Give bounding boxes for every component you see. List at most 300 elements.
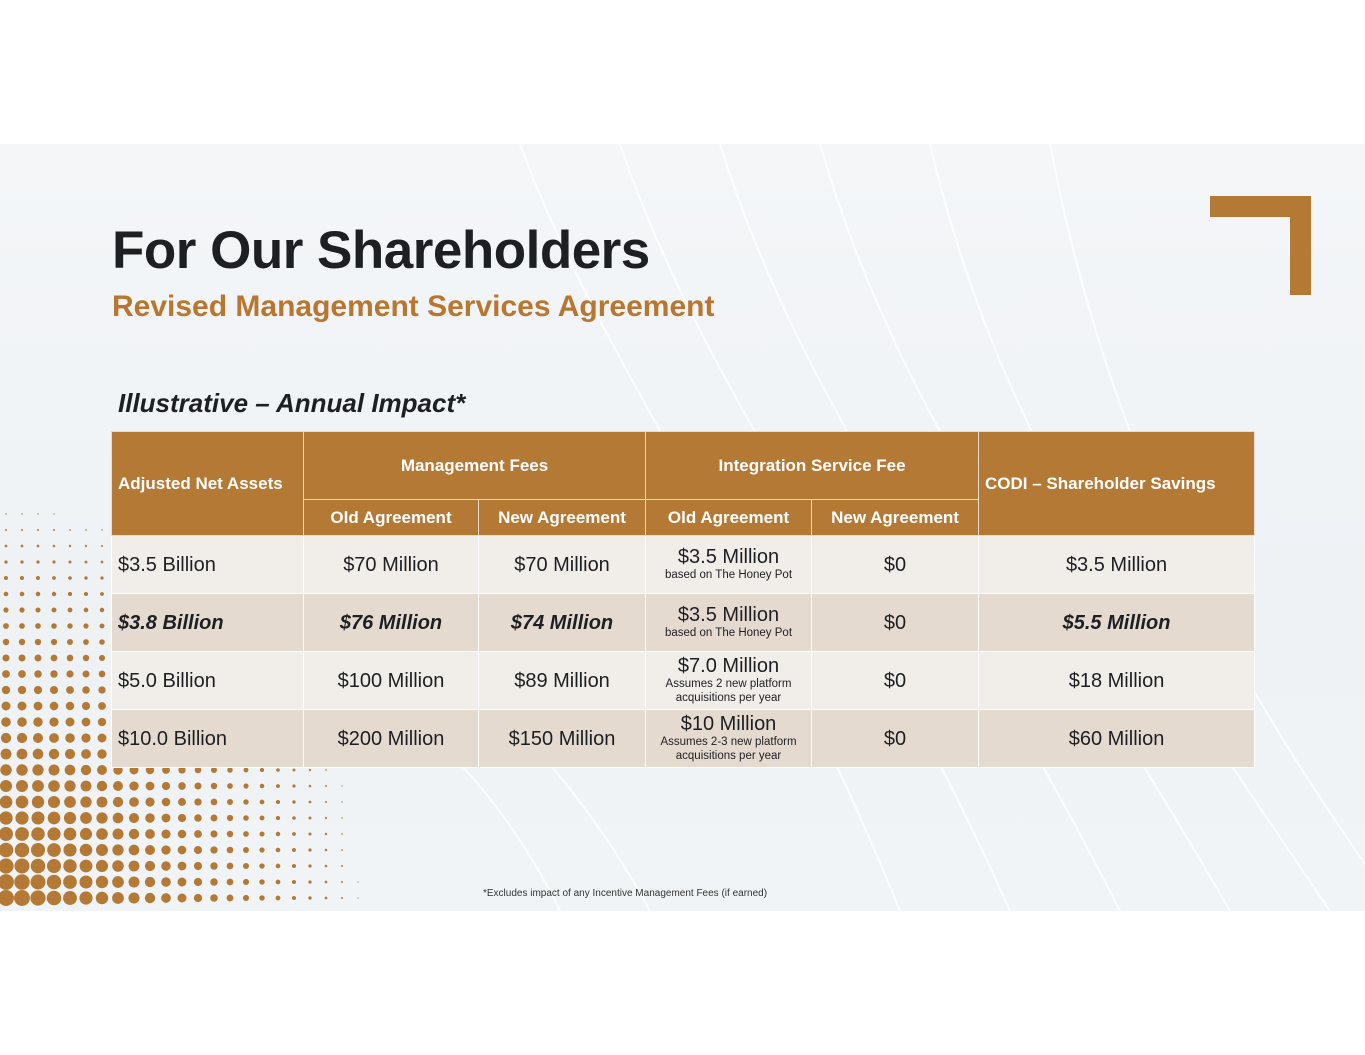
decorative-dot [210, 846, 217, 853]
decorative-dot [194, 846, 202, 854]
decorative-dot [0, 890, 14, 906]
cell-isf-old [646, 652, 812, 710]
decorative-dot [31, 859, 46, 874]
decorative-dot [79, 875, 92, 888]
decorative-dot [259, 879, 264, 884]
decorative-dot [325, 801, 327, 803]
decorative-dot [53, 513, 54, 514]
decorative-dot [227, 847, 234, 854]
decorative-dot [69, 529, 71, 531]
decorative-dot [308, 832, 311, 835]
decorative-dot [33, 733, 43, 743]
decorative-dot [341, 785, 342, 786]
decorative-dot [64, 812, 76, 824]
decorative-dot [96, 812, 107, 823]
decorative-dot [17, 749, 28, 760]
decorative-dot [2, 654, 9, 661]
decorative-dot [68, 560, 71, 563]
decorative-dot [113, 829, 124, 840]
cell-assets: $5.0 Billion [112, 652, 304, 710]
decorative-dot [48, 780, 60, 792]
decorative-dot [18, 702, 27, 711]
decorative-dot [243, 799, 248, 804]
decorative-dot [129, 845, 140, 856]
cell-mf-old: $70 Million [304, 536, 479, 594]
decorative-dot [66, 718, 75, 727]
decorative-dot [79, 891, 92, 904]
decorative-dot [15, 827, 29, 841]
cell-isf-old-value: $3.5 Million [677, 604, 780, 627]
decorative-dot [80, 828, 92, 840]
decorative-dot [325, 817, 327, 819]
decorative-dot [47, 859, 61, 873]
decorative-dot [129, 829, 139, 839]
decorative-dot [113, 781, 123, 791]
decorative-dot [30, 890, 45, 905]
decorative-dot [243, 863, 249, 869]
decorative-dot [260, 816, 265, 821]
decorative-dot [34, 670, 42, 678]
decorative-dot [97, 797, 108, 808]
decorative-dot [341, 833, 343, 835]
cell-mf-old: $200 Million [304, 710, 479, 768]
cell-isf-old [646, 536, 812, 594]
decorative-dot [53, 545, 56, 548]
decorative-dot [3, 623, 9, 629]
decorative-dot [4, 576, 8, 580]
decorative-dot [52, 592, 56, 596]
cell-savings: $5.5 Million [979, 594, 1255, 652]
decorative-dot [35, 607, 40, 612]
decorative-dot [15, 843, 29, 857]
decorative-dot [194, 862, 202, 870]
decorative-dot [81, 733, 90, 742]
cell-assets: $10.0 Billion [112, 710, 304, 768]
fee-comparison-table [111, 431, 1255, 768]
decorative-dot [47, 827, 60, 840]
decorative-dot [112, 860, 124, 872]
cell-mf-new: $70 Million [479, 536, 646, 594]
decorative-dot [97, 765, 107, 775]
header-adjusted-net-assets: Adjusted Net Assets [112, 432, 304, 536]
header-mf-old-agreement: Old Agreement [304, 500, 479, 536]
decorative-dot [20, 560, 23, 563]
decorative-dot [243, 879, 249, 885]
decorative-dot [292, 784, 295, 787]
decorative-dot [145, 813, 154, 822]
decorative-dot [276, 848, 281, 853]
decorative-dot [36, 560, 39, 563]
decorative-dot [112, 876, 124, 888]
decorative-dot [145, 797, 154, 806]
decorative-dot [19, 607, 24, 612]
decorative-dot [243, 831, 249, 837]
decorative-dot [4, 560, 7, 563]
decorative-dot [178, 862, 187, 871]
decorative-dot [32, 796, 44, 808]
decorative-dot [35, 655, 42, 662]
decorative-dot [145, 845, 155, 855]
decorative-dot [211, 783, 217, 789]
decorative-dot [47, 891, 62, 906]
cell-savings: $3.5 Million [979, 536, 1255, 594]
decorative-dot [227, 767, 233, 773]
decorative-dot [0, 874, 14, 890]
decorative-dot [112, 844, 123, 855]
cell-isf-new: $0 [812, 652, 979, 710]
decorative-dot [227, 831, 233, 837]
decorative-dot [14, 890, 30, 906]
decorative-dot [227, 799, 233, 805]
decorative-dot [161, 877, 171, 887]
decorative-dot [243, 783, 248, 788]
decorative-dot [341, 817, 343, 819]
decorative-dot [84, 592, 88, 596]
corner-bracket-logo [1210, 196, 1311, 295]
decorative-dot [65, 765, 76, 776]
decorative-dot [292, 864, 296, 868]
decorative-dot [21, 545, 24, 548]
decorative-dot [244, 768, 249, 773]
decorative-dot [341, 801, 342, 802]
decorative-dot [100, 576, 103, 579]
decorative-dot [96, 828, 108, 840]
table-row [112, 536, 1255, 594]
cell-assets: $3.8 Billion [112, 594, 304, 652]
decorative-dot [145, 877, 155, 887]
cell-savings: $18 Million [979, 652, 1255, 710]
decorative-dot [16, 796, 29, 809]
cell-savings: $60 Million [979, 710, 1255, 768]
decorative-dot [101, 529, 102, 530]
decorative-dot [162, 782, 170, 790]
decorative-dot [98, 702, 106, 710]
decorative-dot [341, 897, 343, 899]
decorative-dot [50, 670, 57, 677]
decorative-dot [0, 811, 13, 824]
decorative-dot [259, 895, 264, 900]
decorative-dot [34, 686, 42, 694]
decorative-dot [67, 655, 74, 662]
decorative-dot [227, 863, 234, 870]
decorative-dot [52, 576, 56, 580]
decorative-dot [194, 830, 202, 838]
decorative-dot [96, 844, 108, 856]
decorative-dot [19, 623, 25, 629]
decorative-dot [34, 702, 43, 711]
decorative-dot [276, 800, 280, 804]
decorative-dot [82, 686, 90, 694]
decorative-dot [145, 893, 155, 903]
decorative-dot [211, 799, 218, 806]
decorative-dot [341, 865, 343, 867]
decorative-dot [210, 878, 218, 886]
decorative-dot [308, 848, 311, 851]
decorative-dot [211, 815, 218, 822]
decorative-dot [85, 529, 87, 531]
decorative-dot [84, 608, 89, 613]
decorative-dot [33, 749, 44, 760]
decorative-dot [100, 608, 104, 612]
decorative-dot [80, 812, 92, 824]
decorative-dot [83, 623, 88, 628]
decorative-dot [17, 717, 27, 727]
header-isf-new-agreement: New Agreement [812, 500, 979, 536]
footnote: *Excludes impact of any Incentive Management Fees (if earned) [483, 888, 768, 899]
table-row [112, 710, 1255, 768]
decorative-dot [82, 702, 90, 710]
decorative-dot [47, 843, 61, 857]
cell-isf-old-value: $7.0 Million [677, 655, 780, 678]
table-row-highlighted [112, 594, 1255, 652]
cell-isf-new: $0 [812, 536, 979, 594]
decorative-dot [194, 814, 202, 822]
decorative-dot [129, 861, 140, 872]
decorative-dot [66, 670, 73, 677]
decorative-dot [162, 798, 171, 807]
decorative-dot [98, 686, 105, 693]
cell-isf-old-note: Assumes 2-3 new platform acquisitions per year [660, 736, 797, 762]
decorative-dot [4, 592, 9, 597]
decorative-dot [101, 545, 103, 547]
decorative-dot [161, 845, 170, 854]
decorative-dot [178, 894, 187, 903]
cell-isf-old-value: $3.5 Million [677, 546, 780, 569]
decorative-dot [20, 592, 25, 597]
decorative-dot [83, 639, 89, 645]
decorative-dot [309, 817, 312, 820]
decorative-dot [292, 896, 296, 900]
decorative-dot [309, 785, 312, 788]
decorative-dot [129, 813, 139, 823]
cell-mf-new: $150 Million [479, 710, 646, 768]
decorative-dot [210, 894, 218, 902]
decorative-dot [243, 895, 249, 901]
cell-assets: $3.5 Billion [112, 536, 304, 594]
decorative-dot [31, 827, 45, 841]
decorative-dot [96, 876, 108, 888]
decorative-dot [113, 797, 123, 807]
decorative-dot [37, 529, 39, 531]
decorative-dot [260, 784, 265, 789]
decorative-dot [63, 859, 76, 872]
decorative-dot [178, 814, 186, 822]
decorative-dot [32, 780, 44, 792]
decorative-dot [96, 892, 109, 905]
decorative-dot [52, 560, 55, 563]
decorative-dot [80, 844, 93, 857]
decorative-dot [98, 718, 106, 726]
decorative-dot [68, 608, 73, 613]
decorative-dot [146, 782, 155, 791]
decorative-dot [276, 832, 280, 836]
decorative-dot [227, 815, 233, 821]
decorative-dot [48, 796, 60, 808]
decorative-dot [292, 832, 296, 836]
decorative-dot [162, 814, 171, 823]
decorative-dot [51, 655, 58, 662]
cell-isf-old-note: based on The Honey Pot [665, 627, 793, 640]
table-row [112, 652, 1255, 710]
decorative-dot [97, 749, 106, 758]
decorative-dot [66, 702, 74, 710]
decorative-dot [341, 849, 343, 851]
decorative-dot [36, 576, 40, 580]
decorative-dot [309, 769, 311, 771]
decorative-dot [357, 881, 358, 882]
slide [0, 144, 1365, 911]
decorative-dot [16, 764, 27, 775]
decorative-dot [145, 861, 155, 871]
decorative-dot [65, 733, 75, 743]
decorative-dot [259, 863, 264, 868]
decorative-dot [357, 897, 358, 898]
decorative-dot [325, 769, 327, 771]
decorative-dot [100, 624, 105, 629]
decorative-dot [308, 896, 311, 899]
decorative-dot [276, 784, 280, 788]
cell-isf-old-note: Assumes 2 new platform acquisitions per year [665, 678, 792, 704]
decorative-dot [2, 670, 10, 678]
decorative-dot [260, 800, 265, 805]
decorative-dot [51, 639, 57, 645]
decorative-dot [35, 639, 41, 645]
decorative-dot [18, 686, 26, 694]
decorative-dot [68, 592, 72, 596]
decorative-dot [80, 796, 91, 807]
cell-isf-new: $0 [812, 594, 979, 652]
decorative-dot [0, 780, 12, 792]
decorative-dot [178, 798, 186, 806]
decorative-dot [325, 865, 328, 868]
decorative-dot [293, 769, 296, 772]
page-title: For Our Shareholders [112, 221, 650, 280]
decorative-dot [64, 780, 75, 791]
decorative-dot [15, 859, 30, 874]
decorative-dot [99, 671, 106, 678]
decorative-dot [325, 897, 328, 900]
decorative-dot [18, 670, 26, 678]
decorative-dot [32, 812, 45, 825]
decorative-dot [178, 846, 187, 855]
decorative-dot [17, 733, 27, 743]
decorative-dot [325, 833, 327, 835]
decorative-dot [161, 893, 171, 903]
decorative-dot [14, 874, 30, 890]
decorative-dot [21, 513, 22, 514]
decorative-dot [161, 829, 170, 838]
decorative-dot [99, 639, 105, 645]
cell-isf-new: $0 [812, 710, 979, 768]
cell-isf-old-value: $10 Million [680, 713, 777, 736]
decorative-dot [85, 561, 88, 564]
header-management-fees: Management Fees [304, 432, 646, 500]
decorative-dot [0, 858, 14, 873]
decorative-dot [64, 796, 76, 808]
decorative-dot [80, 860, 93, 873]
section-heading: Illustrative – Annual Impact* [118, 388, 466, 418]
decorative-dot [63, 843, 76, 856]
decorative-dot [260, 768, 264, 772]
decorative-dot [67, 623, 72, 628]
decorative-dot [1, 749, 12, 760]
decorative-dot [50, 686, 58, 694]
decorative-dot [276, 768, 280, 772]
header-codi-savings: CODI – Shareholder Savings [979, 432, 1255, 536]
decorative-dot [5, 545, 8, 548]
decorative-dot [292, 816, 296, 820]
page-subtitle: Revised Management Services Agreement [112, 290, 715, 323]
decorative-dot [47, 875, 61, 889]
decorative-dot [85, 545, 87, 547]
decorative-dot [0, 843, 13, 858]
decorative-dot [49, 749, 59, 759]
decorative-dot [276, 864, 281, 869]
decorative-dot [31, 843, 45, 857]
decorative-dot [145, 829, 155, 839]
decorative-dot [194, 894, 202, 902]
decorative-dot [0, 764, 11, 775]
decorative-dot [48, 812, 61, 825]
header-mf-new-agreement: New Agreement [479, 500, 646, 536]
decorative-dot [129, 877, 140, 888]
decorative-dot [227, 895, 234, 902]
decorative-dot [292, 800, 295, 803]
cell-mf-old: $100 Million [304, 652, 479, 710]
decorative-dot [5, 529, 7, 531]
decorative-dot [37, 513, 38, 514]
header-isf-old-agreement: Old Agreement [646, 500, 812, 536]
decorative-dot [97, 781, 107, 791]
decorative-dot [50, 702, 59, 711]
header-integration-service-fee: Integration Service Fee [646, 432, 979, 500]
decorative-dot [20, 576, 24, 580]
decorative-dot [99, 655, 105, 661]
decorative-dot [276, 880, 281, 885]
decorative-dot [129, 797, 139, 807]
decorative-dot [19, 639, 25, 645]
decorative-dot [84, 576, 87, 579]
decorative-dot [18, 654, 25, 661]
decorative-dot [67, 639, 73, 645]
decorative-dot [112, 892, 124, 904]
cell-isf-old-note: based on The Honey Pot [665, 569, 793, 582]
decorative-dot [32, 764, 43, 775]
decorative-dot [52, 608, 57, 613]
decorative-dot [308, 880, 311, 883]
decorative-dot [82, 718, 91, 727]
decorative-dot [308, 864, 311, 867]
decorative-dot [49, 765, 60, 776]
decorative-dot [325, 881, 328, 884]
decorative-dot [259, 847, 264, 852]
decorative-dot [96, 860, 108, 872]
decorative-dot [16, 780, 28, 792]
decorative-dot [128, 892, 139, 903]
decorative-dot [2, 702, 11, 711]
decorative-dot [227, 783, 233, 789]
decorative-dot [5, 513, 6, 514]
decorative-dot [341, 881, 343, 883]
decorative-dot [65, 749, 75, 759]
cell-isf-old [646, 710, 812, 768]
decorative-dot [194, 878, 202, 886]
decorative-dot [292, 880, 296, 884]
decorative-dot [83, 655, 89, 661]
decorative-dot [66, 686, 74, 694]
decorative-dot [325, 849, 328, 852]
cell-mf-new: $74 Million [479, 594, 646, 652]
